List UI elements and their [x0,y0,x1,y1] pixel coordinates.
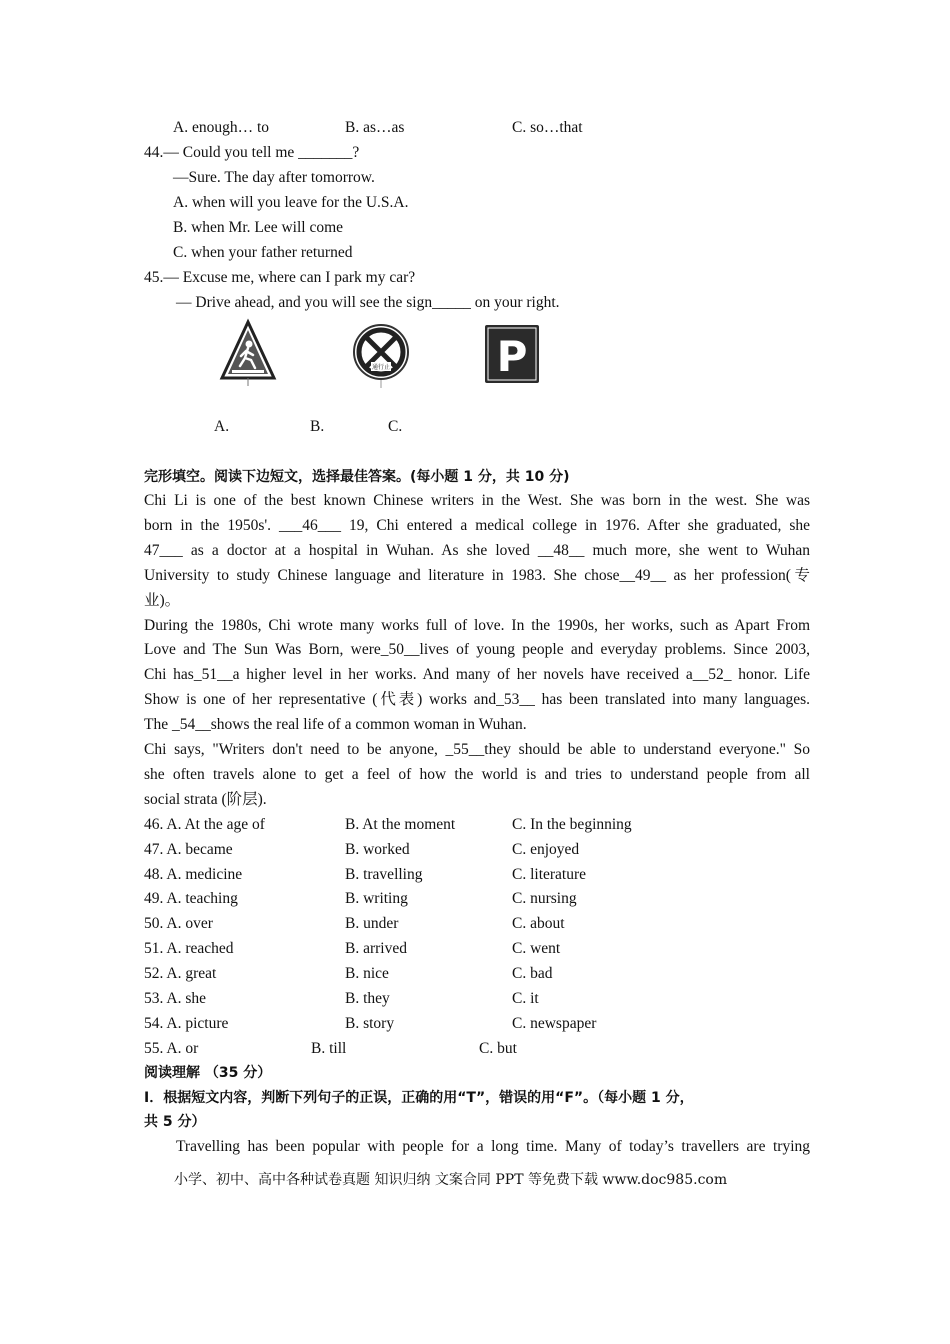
cloze-line: 47___ as a doctor at a hospital in Wuhan. As she loved __48__ much more, she went to Wuhan [144,542,810,559]
option-b: B. worked [345,841,410,858]
q44-option-a: A. when will you leave for the U.S.A. [173,194,409,211]
q45-stem: 45.— Excuse me, where can I park my car? [144,269,416,286]
option-c: C. newspaper [512,1015,597,1032]
q45-reply: — Drive ahead, and you will see the sign_____ on your right. [176,294,560,311]
reading-heading: 阅读理解 （35 分） [144,1065,272,1081]
q45-option-a: A. [214,418,230,435]
q43-option-c: C. so…that [512,119,583,136]
option-c: C. it [512,990,539,1007]
cloze-heading: 完形填空。阅读下边短文，选择最佳答案。(每小题 1 分，共 10 分) [144,469,570,485]
q44-stem: 44.— Could you tell me _______? [144,144,360,161]
parking-sign-icon [483,323,541,390]
option-c: C. literature [512,866,587,883]
cloze-line: During the 1980s, Chi wrote many works full of love. In the 1990s, her works, such as Apart From [144,617,810,634]
option-c: C. went [512,940,561,957]
option-c: C. about [512,915,565,932]
q43-option-a: A. enough… to [173,119,270,136]
cloze-line: University to study Chinese language and literature in 1983. She chose__49__ as her profession(专 [144,567,810,584]
option-a: 49. A. teaching [144,890,238,907]
option-a: 46. A. At the age of [144,816,265,833]
option-c: C. In the beginning [512,816,632,833]
cloze-line: Chi Li is one of the best known Chinese writers in the West. She was born in the west. She was [144,492,810,509]
cloze-line: 业)。 [144,592,181,609]
option-c: C. but [479,1040,517,1057]
option-a: 50. A. over [144,915,213,932]
cloze-line: The _54__shows the real life of a common woman in Wuhan. [144,716,527,733]
option-b: B. arrived [345,940,407,957]
reading-instruction-cont: 共 5 分） [144,1114,206,1130]
q45-option-c: C. [388,418,403,435]
pedestrian-crossing-sign-icon [218,318,278,395]
option-a: 54. A. picture [144,1015,229,1032]
option-a: 51. A. reached [144,940,234,957]
cloze-line: social strata (阶层). [144,791,267,808]
option-b: B. nice [345,965,389,982]
q45-option-b: B. [310,418,325,435]
option-c: C. enjoyed [512,841,580,858]
q44-reply: —Sure. The day after tomorrow. [173,169,375,186]
option-a: 53. A. she [144,990,206,1007]
cloze-line: Chi says, "Writers don't need to be anyone, _55__they should be able to understand everyone." So [144,741,810,758]
option-b: B. under [345,915,399,932]
option-b: B. till [311,1040,347,1057]
parking-sign-letter: P [496,332,528,381]
cloze-line: born in the 1950s'. ___46___ 19, Chi entered a medical college in 1976. After she graduated, she [144,517,810,534]
option-b: B. writing [345,890,408,907]
q43-option-b: B. as…as [345,119,405,136]
option-a: 55. A. or [144,1040,199,1057]
option-a: 47. A. became [144,841,233,858]
cloze-line: Chi has_51__a higher level in her works. And many of her novels have received a__52_ honor. Life [144,666,810,683]
option-c: C. nursing [512,890,577,907]
reading-instruction: I．根据短文内容，判断下列句子的正误，正确的用“T”，错误的用“F”。（每小题 1 分， [144,1090,694,1106]
option-a: 52. A. great [144,965,217,982]
option-b: B. they [345,990,390,1007]
cloze-line: Show is one of her representative (代表) works and_53__ has been translated into many languages. [144,691,810,708]
reading-first-line: Travelling has been popular with people for a long time. Many of today’s travellers are trying [176,1138,810,1155]
q44-option-c: C. when your father returned [173,244,353,261]
page-footer: 小学、初中、高中各种试卷真题 知识归纳 文案合同 PPT 等免费下载 www.doc985.com [174,1172,728,1188]
q44-option-b: B. when Mr. Lee will come [173,219,344,236]
no-entry-sign-text: 通行止 [371,364,391,371]
option-c: C. bad [512,965,553,982]
cloze-line: she often travels alone to get a feel of how the world is and tries to understand people from all [144,766,810,783]
option-b: B. At the moment [345,816,456,833]
no-entry-sign-icon [349,318,413,395]
option-a: 48. A. medicine [144,866,243,883]
cloze-line: Love and The Sun Was Born, were_50__lives of young people and everyday problems. Since 2003, [144,641,810,658]
option-b: B. story [345,1015,395,1032]
option-b: B. travelling [345,866,423,883]
